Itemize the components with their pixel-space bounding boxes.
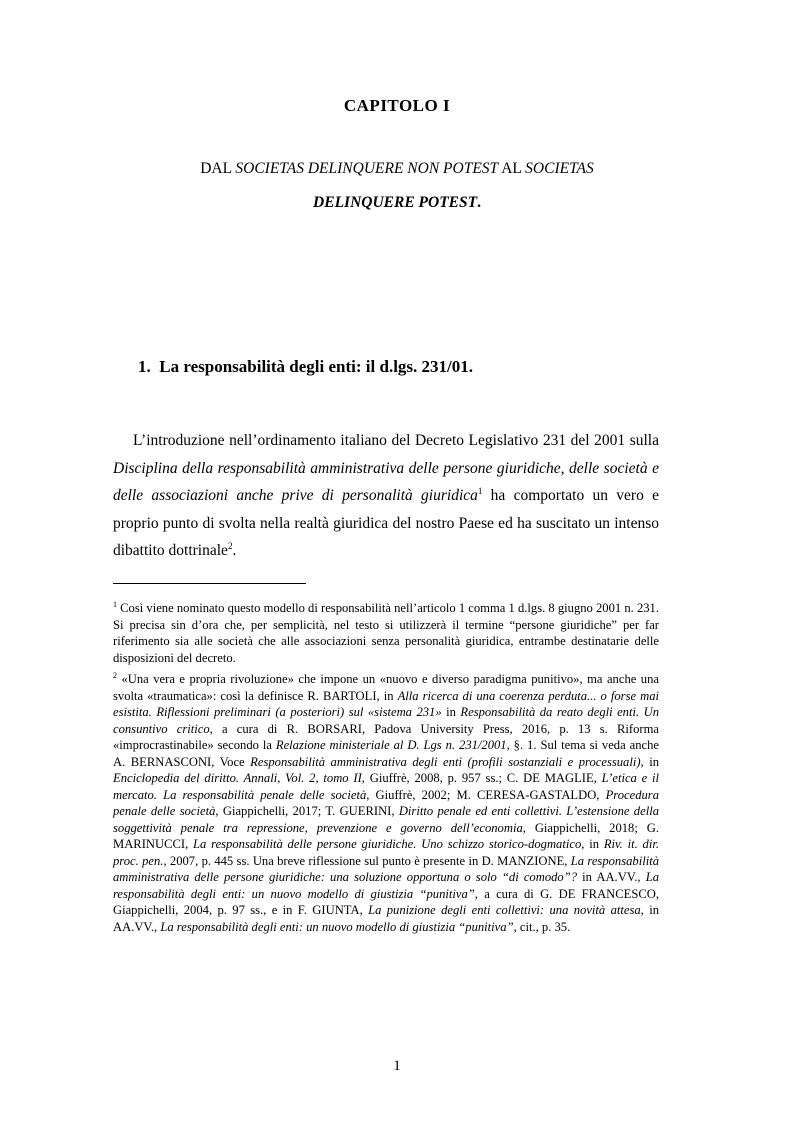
footnote-text: in AA.VV.,	[113, 903, 659, 934]
subtitle-text: AL	[498, 160, 526, 177]
footnote-citation-title: Riv. it. dir. proc. pen.	[113, 837, 660, 868]
footnote-citation-title: Responsabilità amministrativa degli enti (profili sostanziali e processuali)	[250, 754, 641, 769]
subtitle-latin-phrase: SOCIETAS	[525, 160, 594, 177]
footnote-citation-title: La responsabilità degli enti: un nuovo modello di giustizia “punitiva”	[113, 870, 659, 901]
footnote-text: , a cura di G. DE FRANCESCO, Giappichelli, 2004, p. 97 ss., e in F. GIUNTA,	[113, 886, 659, 917]
footnote-separator	[113, 583, 306, 584]
footnote-citation-title: La punizione degli enti collettivi: una novità attesa,	[368, 903, 644, 917]
footnote-text: , Giuffrè, 2008, p. 957 ss.; C. DE MAGLIE,	[361, 771, 602, 785]
footnote-citation-title: Relazione ministeriale al D. Lgs n. 231/2001	[275, 738, 507, 752]
footnote-citation-title: Responsabilità da reato degli enti. Un consuntivo critico	[113, 705, 660, 736]
footnote-text: Così viene nominato questo modello di responsabilità nell’articolo 1 comma 1 d.lgs. 8 giugno 2001 n. 231. Si precisa sin d’ora che, per semplicità, nel testo si utilizzerà il termine “persone giuridiche” per far riferimento sia alle società che alle associazioni senza personalità giuridica, entrambe destinatarie delle disposizioni del decreto.	[113, 601, 659, 665]
page-number: 1	[393, 1058, 401, 1074]
chapter-title: CAPITOLO I	[343, 96, 451, 115]
footnote-citation-title: La responsabilità amministrativa delle persone giuridiche: una soluzione opportuna o solo “di comodo”?	[113, 853, 659, 884]
body-text-run: L’introduzione nell’ordinamento italiano del Decreto Legislativo 231 del 2001 sulla	[133, 432, 659, 449]
footnote-2	[113, 671, 659, 935]
body-text	[113, 427, 659, 565]
footnote-citation-title: L’etica e il mercato. La responsabilità penale delle società	[113, 771, 660, 802]
body-text-run: .	[232, 542, 237, 559]
footnote-text: , 2007, p. 445 ss. Una breve riflessione sul punto è presente in D. MANZIONE,	[163, 853, 571, 868]
subtitle-text: DAL	[200, 160, 236, 177]
footnote-text: , in	[640, 754, 660, 769]
footnote-text: , §. 1. Sul tema si veda anche A. BERNASCONI, Voce	[113, 738, 659, 769]
footnote-text: , a cura di R. BORSARI, Padova University Press, 2016, p. 13 s. Riforma «improcrastinabile» secondo la	[113, 721, 659, 752]
footnote-text: in	[441, 705, 461, 719]
subtitle-latin-phrase: DELINQUERE POTEST	[313, 194, 478, 211]
footnote-text: , Giappichelli, 2018; G. MARINUCCI,	[113, 820, 659, 851]
footnote-number: 2	[113, 670, 117, 680]
footnote-text: in AA.VV.,	[577, 870, 646, 884]
footnote-text: «Una vera e propria rivoluzione» che impone un «nuovo e diverso paradigma punitivo», ma anche una svolta «traumatica»: così la definisce R. BARTOLI, in	[113, 672, 659, 703]
footnote-citation-title: Diritto penale ed enti collettivi. L’estensione della soggettività penale tra repressione, prevenzione e governo dell’economia	[113, 804, 659, 835]
chapter-subtitle-line-1	[120, 160, 674, 178]
footnote-ref-1[interactable]: 1	[477, 485, 483, 496]
footnote-text: , Giuffrè, 2002; M. CERESA-GASTALDO,	[366, 787, 606, 802]
footnote-citation-title: Procedura penale delle società	[113, 787, 660, 818]
section-heading: 1. La responsabilità degli enti: il d.lgs. 231/01.	[138, 357, 474, 376]
footnote-number: 1	[113, 599, 117, 609]
footnotes	[113, 600, 659, 940]
body-paragraph	[113, 427, 659, 565]
footnote-text: , in	[581, 837, 604, 851]
body-italic-title: Disciplina della responsabilità amministrativa delle persone giuridiche, delle società e delle associazioni anche prive di personalità giuridica	[113, 459, 659, 504]
footnote-citation-title: La responsabilità degli enti: un nuovo modello di giustizia “punitiva”	[160, 919, 514, 934]
subtitle-text: .	[477, 194, 481, 211]
footnote-1	[113, 600, 659, 666]
footnote-citation-title: Enciclopedia del diritto. Annali, Vol. 2, tomo II	[113, 771, 362, 785]
footnote-text: , Giappichelli, 2017; T. GUERINI,	[215, 804, 399, 818]
subtitle-latin-phrase: SOCIETAS DELINQUERE NON POTEST	[235, 160, 499, 177]
footnote-text: , cit., p. 35.	[513, 919, 571, 934]
footnote-citation-title: La responsabilità delle persone giuridiche. Uno schizzo storico-dogmatico	[193, 837, 582, 851]
footnote-citation-title: Alla ricerca di una coerenza perduta... o forse mai esistita. Riflessioni preliminari (a posteriori) sul «sistema 231»	[113, 688, 659, 719]
footnote-ref-2[interactable]: 2	[227, 540, 233, 551]
body-text-run: ha comportato un vero e proprio punto di svolta nella realtà giuridica del nostro Paese ed ha suscitato un intenso dibattito dottrinale	[113, 487, 660, 559]
chapter-subtitle-line-2	[120, 194, 674, 212]
